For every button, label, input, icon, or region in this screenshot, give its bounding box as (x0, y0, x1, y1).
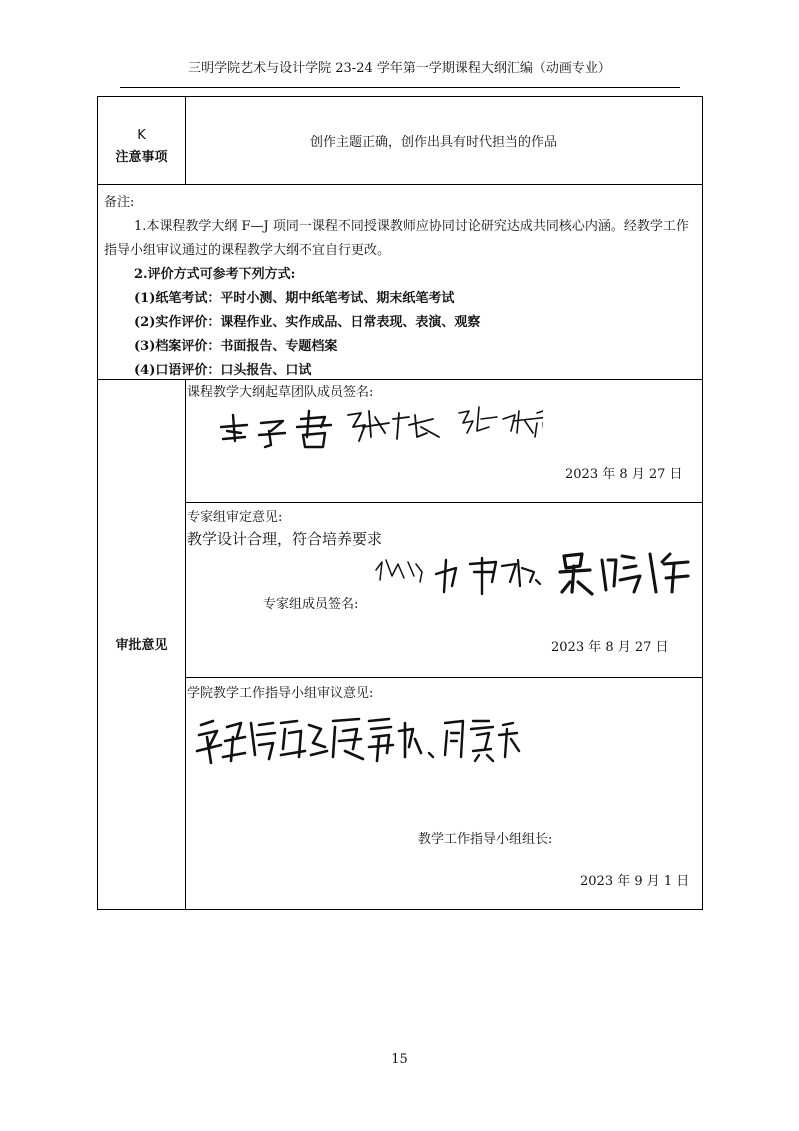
row-divider (98, 184, 702, 185)
notes-item-2-heading: 2.评价方式可参考下列方式: (134, 267, 296, 282)
drafting-signatures (213, 397, 543, 457)
notes-item-1: 1.本课程教学大纲 F—J 项同一课程不同授课教师应协同讨论研究达成共同核心内涵。经教学工作指导小组审议通过的课程教学大纲不宜自行更改。 (104, 219, 689, 258)
col-divider (185, 97, 186, 184)
method-item: (4)口语评价：口头报告、口试 (134, 363, 312, 378)
college-heading: 学院教学工作指导小组审议意见: (187, 686, 374, 701)
notes-heading: 备注: (104, 195, 135, 210)
drafting-heading: 课程教学大纲起草团队成员签名: (187, 385, 374, 400)
row-divider (185, 502, 702, 503)
section-k-label: 注意事项 (115, 150, 168, 165)
college-handwritten-opinion (193, 707, 523, 777)
approval-label: 审批意见 (115, 638, 168, 653)
expert-signatures (370, 542, 700, 612)
section-k-letter: K (137, 128, 146, 143)
expert-opinion: 教学设计合理，符合培养要求 (187, 530, 383, 548)
college-date: 2023 年 9 月 1 日 (580, 874, 690, 889)
method-item: (1)纸笔考试：平时小测、期中纸笔考试、期末纸笔考试 (134, 291, 455, 306)
expert-sign-label: 专家组成员签名: (263, 597, 359, 612)
college-leader-label: 教学工作指导小组组长: (418, 832, 553, 847)
method-item: (2)实作评价：课程作业、实作成品、日常表现、表演、观察 (134, 315, 481, 330)
page-header: 三明学院艺术与设计学院 23-24 学年第一学期课程大纲汇编（动画专业） (188, 61, 611, 76)
col-divider (185, 379, 186, 909)
expert-date: 2023 年 8 月 27 日 (551, 640, 669, 655)
method-item: (3)档案评价：书面报告、专题档案 (134, 339, 338, 354)
drafting-date: 2023 年 8 月 27 日 (565, 467, 683, 482)
section-k-content: 创作主题正确，创作出具有时代担当的作品 (310, 135, 558, 150)
syllabus-table (97, 96, 703, 910)
notes-block (104, 191, 698, 383)
header-rule (120, 87, 680, 88)
section-k-header (98, 125, 185, 169)
expert-heading: 专家组审定意见: (187, 510, 283, 525)
page-number: 15 (391, 1052, 408, 1067)
row-divider (185, 677, 702, 678)
